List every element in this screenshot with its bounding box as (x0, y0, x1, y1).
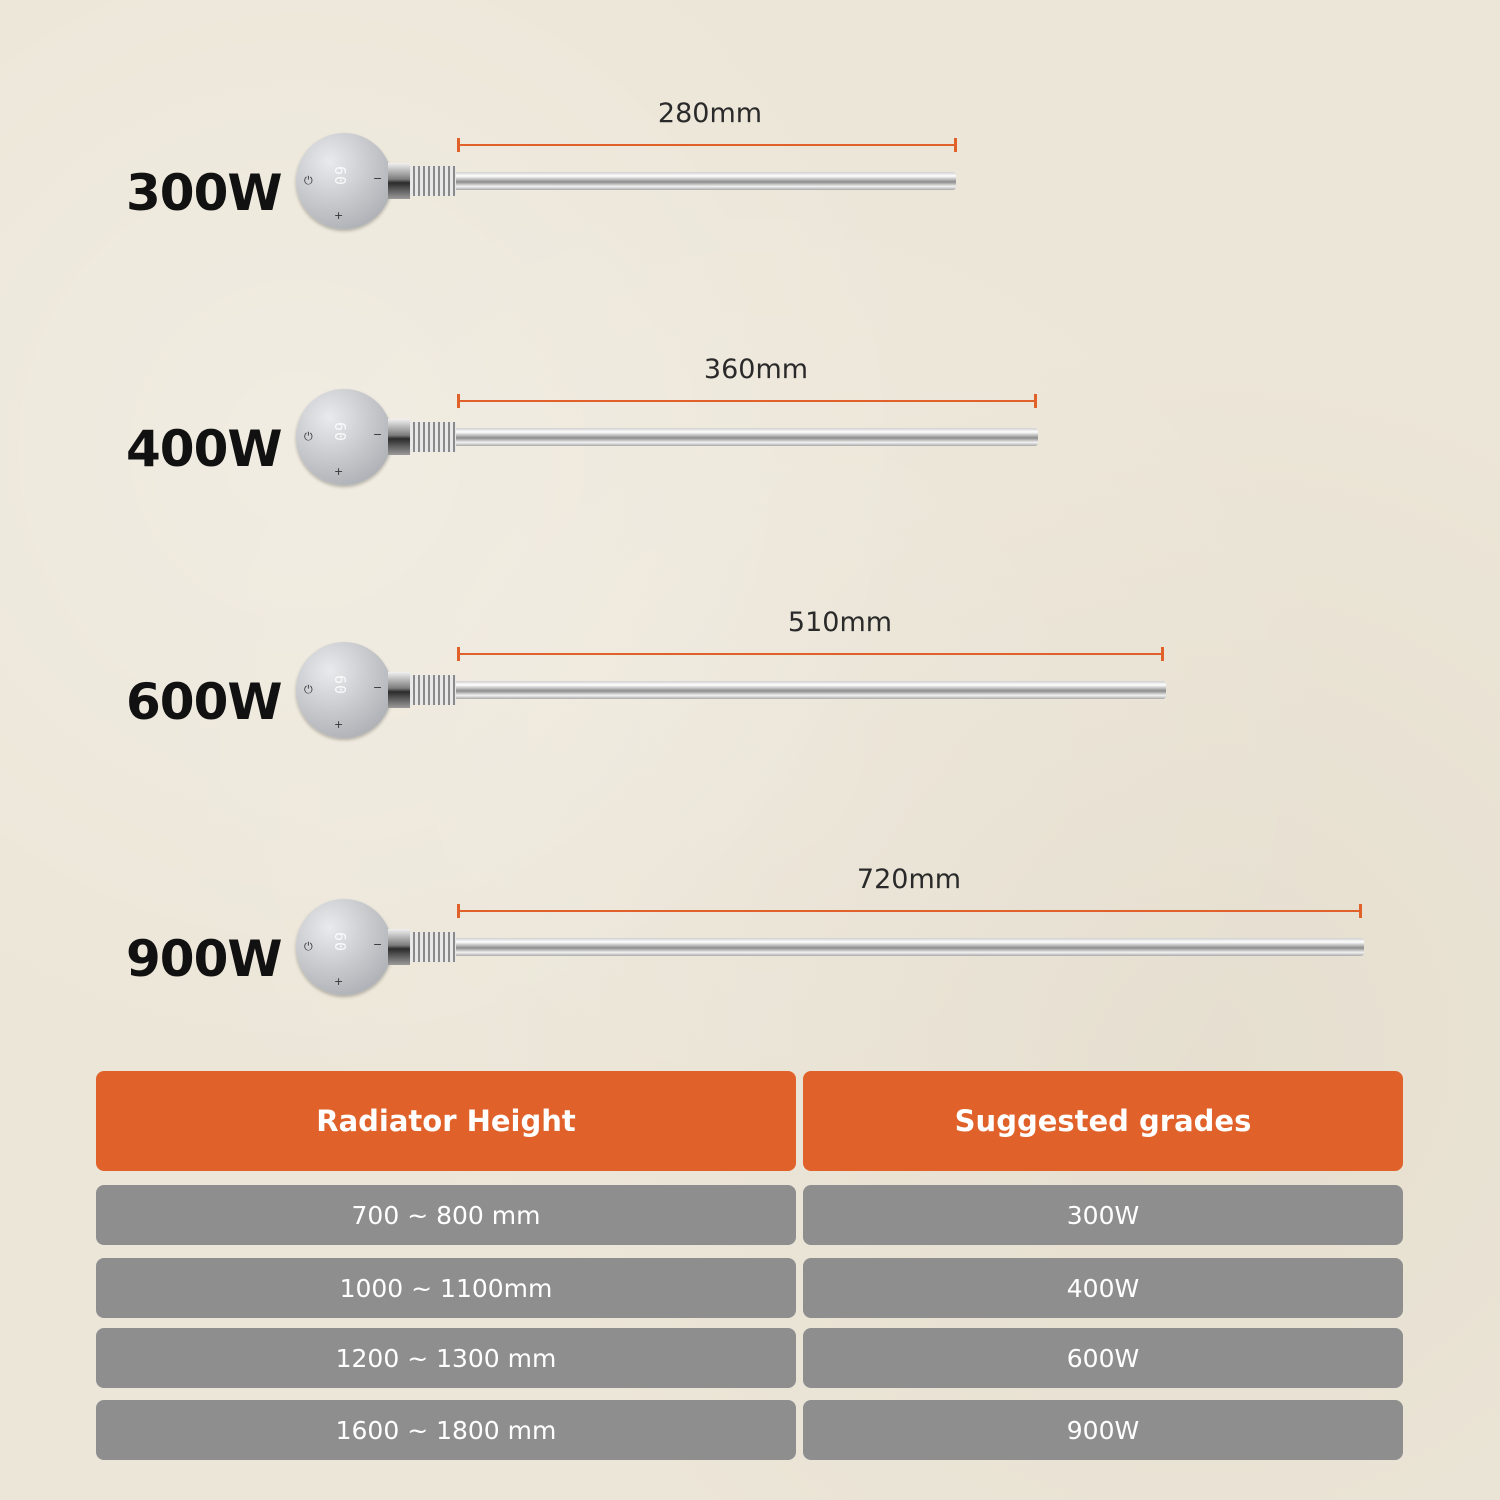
table-cell-grade: 900W (803, 1400, 1403, 1460)
heating-rod (456, 938, 1364, 956)
table-cell-grade: 400W (803, 1258, 1403, 1318)
minus-icon: − (373, 172, 383, 185)
dimension-line (458, 910, 1361, 912)
table-cell-grade: 300W (803, 1185, 1403, 1245)
plus-icon: + (334, 209, 344, 222)
length-label: 720mm (856, 864, 962, 895)
heating-rod (456, 681, 1166, 699)
table-cell-height: 1200 ~ 1300 mm (96, 1328, 796, 1388)
wattage-label: 400W (126, 420, 282, 478)
heater-row-300w (0, 100, 1500, 300)
table-cell-height: 700 ~ 800 mm (96, 1185, 796, 1245)
thread-connector (410, 422, 456, 452)
header-suggested-grades: Suggested grades (803, 1071, 1403, 1171)
plus-icon: + (334, 718, 344, 731)
minus-icon: − (373, 428, 383, 441)
knob-display: 60 (331, 931, 350, 953)
collar-nut (388, 163, 410, 199)
collar-nut (388, 929, 410, 965)
knob-display: 60 (331, 421, 350, 443)
heater-row-600w (0, 609, 1500, 809)
power-icon: ⏻ (304, 174, 313, 187)
table-cell-height: 1600 ~ 1800 mm (96, 1400, 796, 1460)
plus-icon: + (334, 465, 344, 478)
power-icon: ⏻ (304, 683, 313, 696)
plus-icon: + (334, 975, 344, 988)
power-icon: ⏻ (304, 940, 313, 953)
wattage-label: 900W (126, 930, 282, 988)
dimension-line (458, 144, 956, 146)
length-label: 510mm (787, 607, 893, 638)
heater-row-400w (0, 356, 1500, 556)
dimension-line (458, 653, 1163, 655)
table-cell-height: 1000 ~ 1100mm (96, 1258, 796, 1318)
thread-connector (410, 675, 456, 705)
thermostat-knob (296, 899, 392, 995)
minus-icon: − (373, 681, 383, 694)
power-icon: ⏻ (304, 430, 313, 443)
knob-display: 60 (331, 674, 350, 696)
knob-display: 60 (331, 165, 350, 187)
table-cell-grade: 600W (803, 1328, 1403, 1388)
heating-rod (456, 428, 1038, 446)
thermostat-knob (296, 133, 392, 229)
minus-icon: − (373, 938, 383, 951)
collar-nut (388, 672, 410, 708)
heater-row-900w (0, 866, 1500, 1066)
length-label: 280mm (657, 98, 763, 129)
thermostat-knob (296, 389, 392, 485)
thread-connector (410, 166, 456, 196)
length-label: 360mm (703, 354, 809, 385)
collar-nut (388, 419, 410, 455)
header-radiator-height: Radiator Height (96, 1071, 796, 1171)
dimension-line (458, 400, 1036, 402)
thermostat-knob (296, 642, 392, 738)
thread-connector (410, 932, 456, 962)
wattage-label: 300W (126, 164, 282, 222)
heating-rod (456, 172, 956, 190)
wattage-label: 600W (126, 673, 282, 731)
